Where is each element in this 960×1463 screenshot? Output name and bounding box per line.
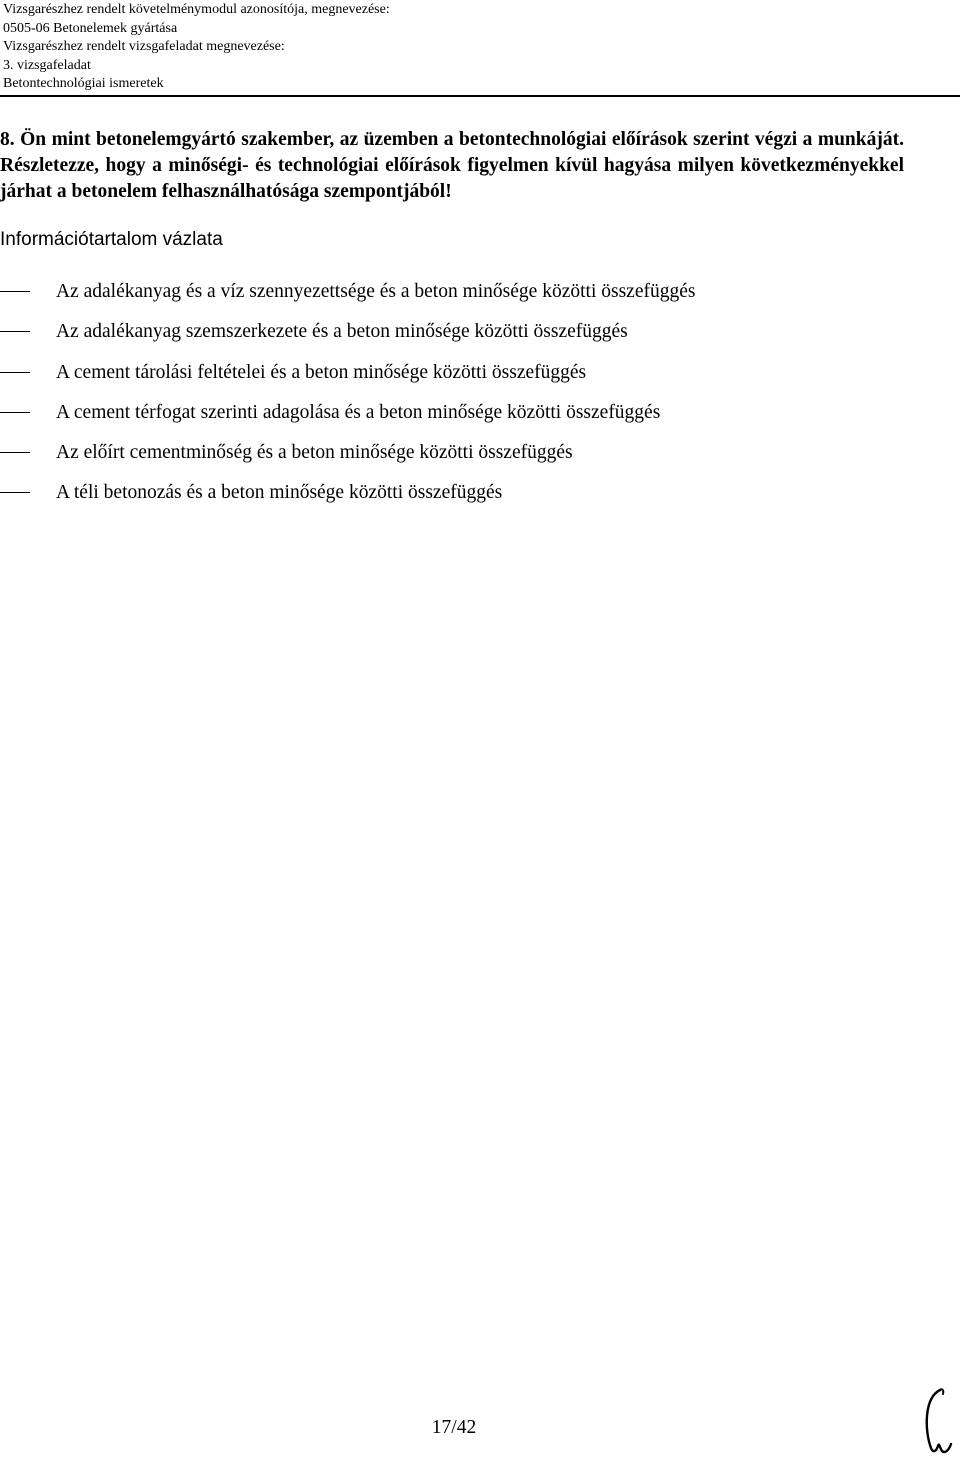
outline-list [0,280,900,522]
outline-title: Információtartalom vázlata [0,229,223,250]
list-item-text: A cement térfogat szerinti adagolása és a beton minősége közötti összefüggés [56,401,661,423]
list-item [0,401,900,441]
list-item-text: Az előírt cementminőség és a beton minősége közötti összefüggés [56,442,573,464]
header-line-module-label: Vizsgarészhez rendelt követelménymodul azonosítója, megnevezése: [3,2,390,17]
dash-bullet-icon [0,452,30,453]
document-header [3,1,603,94]
header-divider [0,95,960,97]
list-item-text: A cement tárolási feltételei és a beton minősége közötti összefüggés [56,361,587,383]
header-line-task-name: Betontechnológiai ismeretek [3,76,164,91]
list-item-text: A téli betonozás és a beton minősége közötti összefüggés [56,482,503,504]
header-line-task-number: 3. vizsgafeladat [3,57,91,73]
list-item-text: Az adalékanyag és a víz szennyezettsége és a beton minősége közötti összefüggés [56,281,696,302]
dash-bullet-icon [0,291,30,292]
list-item [0,361,900,401]
dash-bullet-icon [0,412,30,413]
list-item [0,280,900,320]
signature-mark [918,1386,958,1458]
header-line-task-label: Vizsgarészhez rendelt vizsgafeladat megnevezése: [3,39,285,54]
question-block [0,127,904,205]
page-number: 17/42 [431,1417,477,1438]
list-item [0,320,900,360]
dash-bullet-icon [0,492,30,493]
list-item [0,441,900,481]
dash-bullet-icon [0,372,30,373]
question-text: 8. Ön mint betonelemgyártó szakember, az üzemben a betontechnológiai előírások szerint végzi a munkáját. Részletezze, hogy a minőségi- és technológiai előírások figyelmen kívül hagyása milyen következményekkel járhat a betonelem felhasználhatósága szempontjából! [0,129,904,202]
header-line-module-name: 0505-06 Betonelemek gyártása [3,20,178,36]
list-item-text: Az adalékanyag szemszerkezete és a beton minősége közötti összefüggés [56,321,628,343]
list-item [0,481,900,521]
dash-bullet-icon [0,331,30,332]
